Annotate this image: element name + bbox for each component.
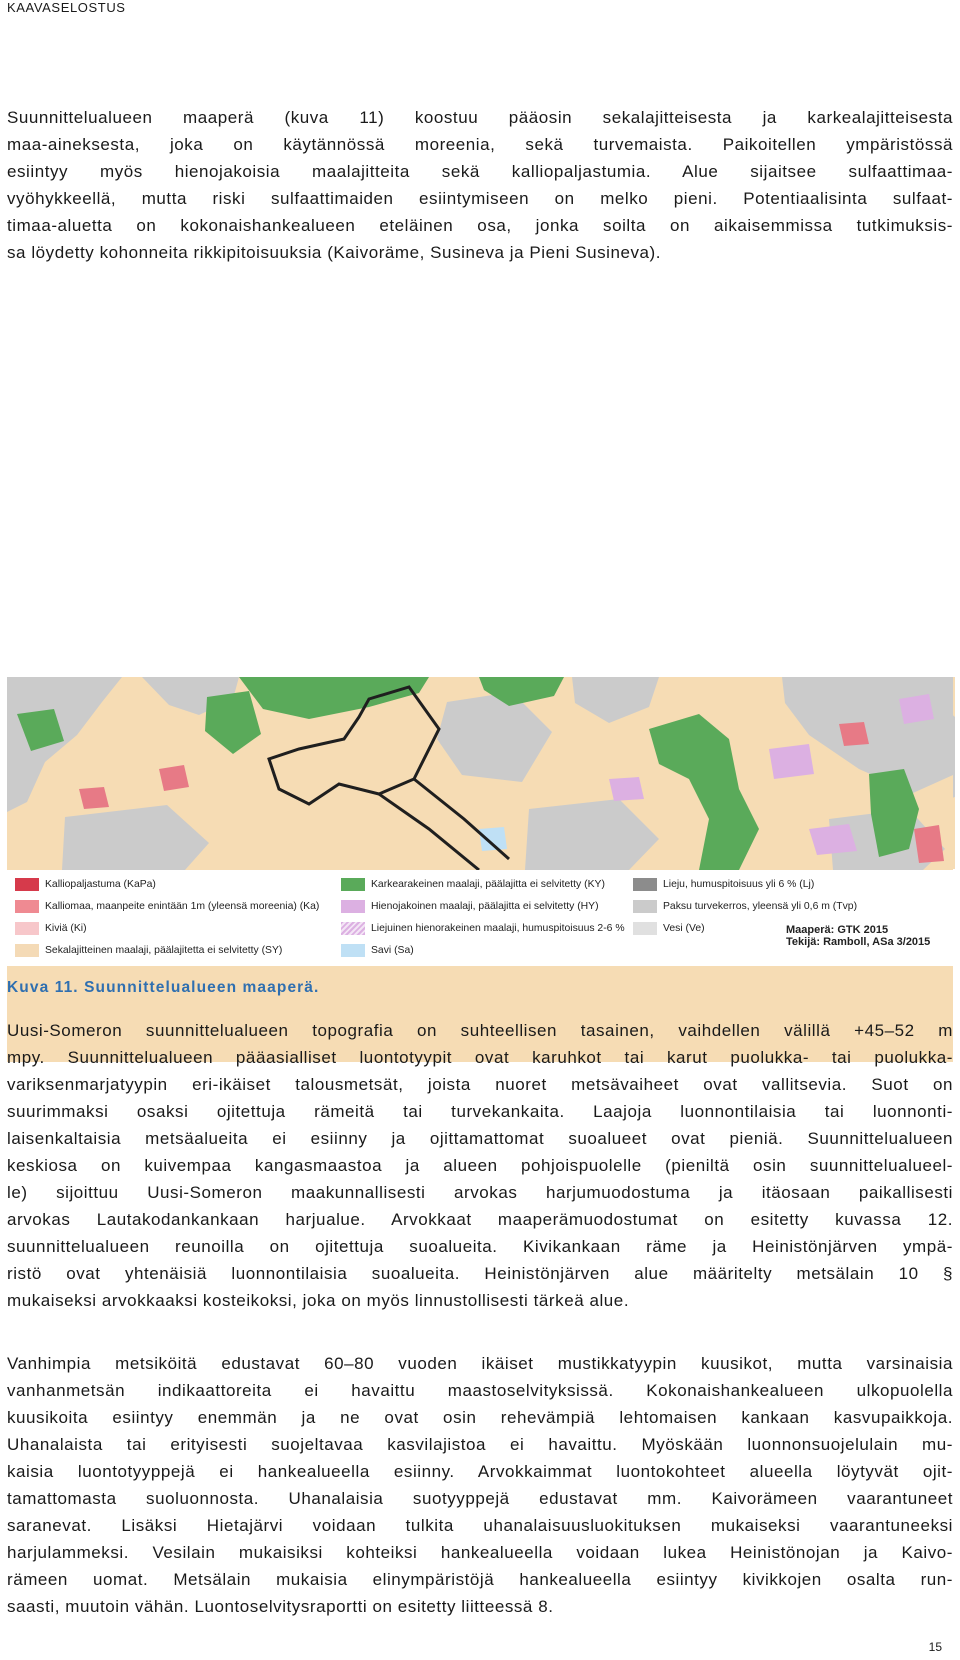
bedrock-area xyxy=(839,722,869,746)
text-line: saasti, muutoin vähän. Luontoselvitysraportti on esitetty liitteessä 8. xyxy=(7,1597,554,1616)
text-line: Vanhimpia metsiköitä edustavat 60–80 vuoden ikäiset mustikkatyypin kuusikot, mutta varsinaisia xyxy=(7,1354,953,1373)
text-line: Uhanalaista tai erityisesti suojeltavaa kasvilajistoa ei havaittu. Myöskään luonnonsuojelulain mu- xyxy=(7,1435,953,1454)
credit-line: Tekijä: Ramboll, ASa 3/2015 xyxy=(786,936,931,948)
text-line: Uusi-Someron suunnittelualueen topografia on suhteellisen tasainen, vaihdellen välillä +45–52 m xyxy=(7,1021,953,1040)
legend-label: Savi (Sa) xyxy=(371,945,414,956)
legend-label: Kalliopaljastuma (KaPa) xyxy=(45,879,156,890)
text-line: le) sijoittuu Uusi-Someron maakunnallisesti arvokas harjumuodostuma ja itäosaan paikallisesti xyxy=(7,1183,953,1202)
text-line: vyöhykkeellä, mutta riski sulfaattimaiden esiintymiseen on melko pieni. Potentiaalisinta sulfaat- xyxy=(7,189,953,208)
fine-soil-area xyxy=(769,744,814,779)
paragraph-topography xyxy=(7,1017,953,1314)
clay-area xyxy=(479,827,507,851)
legend-label: Liejuinen hienorakeinen maalaji, humuspitoisuus 2-6 % xyxy=(371,923,625,934)
paragraph-soil xyxy=(7,104,953,266)
text-line: maa-aineksesta, joka on käytännössä moreenia, sekä turvemaista. Paikoitellen ympäristössä xyxy=(7,135,953,154)
figure-caption: Kuva 11. Suunnittelualueen maaperä. xyxy=(7,979,320,996)
map-canvas-svg xyxy=(7,677,953,870)
text-line: timaa-aluetta on kokonaishankealueen eteläinen osa, jonka soilta on aikaisemmissa tutkimuksis- xyxy=(7,216,953,235)
legend-swatch xyxy=(341,900,365,913)
text-line: harjulammeksi. Vesilain mukaisiksi kohteiksi hankealueella voidaan lukea Heinistönojan ja Kaivo- xyxy=(7,1543,953,1562)
map-credits xyxy=(786,924,930,948)
text-line: tamattomasta suoluonnosta. Uhanalaisia suotyyppejä edustavat mm. Kaivorämeen vaarantuneet xyxy=(7,1489,953,1508)
text-line: keskiosa on kuivempaa kangasmaastoa ja alueen pohjoispuolelle (pieniltä osin suunnittelualueel- xyxy=(7,1156,953,1175)
text-line: mukaiseksi arvokkaaksi kosteikoksi, joka on myös linnustollisesti tärkeä alue. xyxy=(7,1291,630,1310)
text-line: suunnittelualueen reunoilla on ojitettuja suoalueita. Kivikankaan räme ja Heinistönjärven ympä- xyxy=(7,1237,953,1256)
legend-swatch xyxy=(341,922,365,935)
text-line: Suunnittelualueen maaperä (kuva 11) koostuu pääosin sekalajitteisesta ja karkealajitteisesta xyxy=(7,108,953,127)
fine-soil-area xyxy=(609,777,644,801)
text-line: arvokas Lautakodankankaan harjualue. Arvokkaat maaperämuodostumat on esitetty kuvassa 12. xyxy=(7,1210,953,1229)
legend-label: Vesi (Ve) xyxy=(663,923,705,934)
legend-swatch xyxy=(633,900,657,913)
document-header: KAAVASELOSTUS xyxy=(7,0,126,15)
text-line: sa löydetty kohonneita rikkipitoisuuksia (Kaivoräme, Susineva ja Pieni Susineva). xyxy=(7,243,662,262)
legend-swatch xyxy=(633,922,657,935)
bedrock-area xyxy=(79,787,109,809)
text-line: esiintyy myös hienojakoisia maalajitteita sekä kalliopaljastumia. Alue sijaitsee sulfaattimaa- xyxy=(7,162,953,181)
map-legend xyxy=(7,870,953,966)
credit-line: Maaperä: GTK 2015 xyxy=(786,924,889,936)
bedrock-area xyxy=(159,765,189,791)
text-line: ristö ovat yhtenäisiä luonnontilaisia suoalueita. Heinistönjärven alue määritelty metsälain 10 § xyxy=(7,1264,953,1283)
legend-label: Paksu turvekerros, yleensä yli 0,6 m (Tvp) xyxy=(663,901,858,912)
text-line: vanhanmetsän indikaattoreita ei havaittu maastoselvityksissä. Kokonaishankealueen ulkopuolella xyxy=(7,1381,953,1400)
bedrock-area xyxy=(914,825,944,863)
legend-label: Karkearakeinen maalaji, päälajitta ei selvitetty (KY) xyxy=(371,879,605,890)
text-line: suurimmaksi osaksi ojitettuja rämeitä tai turvekankaita. Laajoja luonnontilaisia tai luonnonti- xyxy=(7,1102,953,1121)
fine-soil-area xyxy=(809,824,857,855)
legend-swatch xyxy=(15,944,39,957)
legend-swatch xyxy=(633,878,657,891)
text-line: variksenmarjatyypin eri-ikäiset talousmetsät, joista nuoret metsävaiheet ovat vallitsevia. Suot on xyxy=(7,1075,953,1094)
legend-swatch xyxy=(341,878,365,891)
legend-label: Kiviä (Ki) xyxy=(45,923,87,934)
text-line: kaisia luontotyyppejä ei hankealueella esiinny. Arvokkaimmat luontokohteet alueella löytyvät ojit- xyxy=(7,1462,953,1481)
text-line: kuusikoita esiintyy enemmän ja ne ovat osin rehevämpiä lehtomaisen kankaan kasvupaikkoja. xyxy=(7,1408,953,1427)
paragraph-forests xyxy=(7,1350,953,1620)
text-line: mpy. Suunnittelualueen pääasialliset luontotyypit ovat karuhkot tai karut puolukka- tai puolukka- xyxy=(7,1048,953,1067)
legend-label: Kalliomaa, maanpeite enintään 1m (yleensä moreenia) (Ka) xyxy=(45,901,320,912)
page-number: 15 xyxy=(928,1640,942,1654)
legend-swatch xyxy=(15,922,39,935)
legend-label: Hienojakoinen maalaji, päälajitta ei selvitetty (HY) xyxy=(371,901,599,912)
legend-swatch xyxy=(341,944,365,957)
text-line: saranevat. Lisäksi Hietajärvi voidaan tulkita uhanalaisuusluokituksen mukaiseksi vaarantuneeksi xyxy=(7,1516,953,1535)
text-line: laisenkaltaisia metsäalueita ei esiinny ja ojittamattomat suoalueet ovat pieniä. Suunnittelualueen xyxy=(7,1129,953,1148)
legend-label: Lieju, humuspitoisuus yli 6 % (Lj) xyxy=(663,879,815,890)
legend-swatch xyxy=(15,878,39,891)
legend-swatch xyxy=(15,900,39,913)
legend-label: Sekalajitteinen maalaji, päälajitetta ei selvitetty (SY) xyxy=(45,945,283,956)
text-line: rämeen uomat. Metsälain mukaisia elinympäristöjä hankealueella esiintyy kivikkojen osalta run- xyxy=(7,1570,953,1589)
map-canvas xyxy=(7,677,953,870)
fine-soil-area xyxy=(899,694,934,724)
